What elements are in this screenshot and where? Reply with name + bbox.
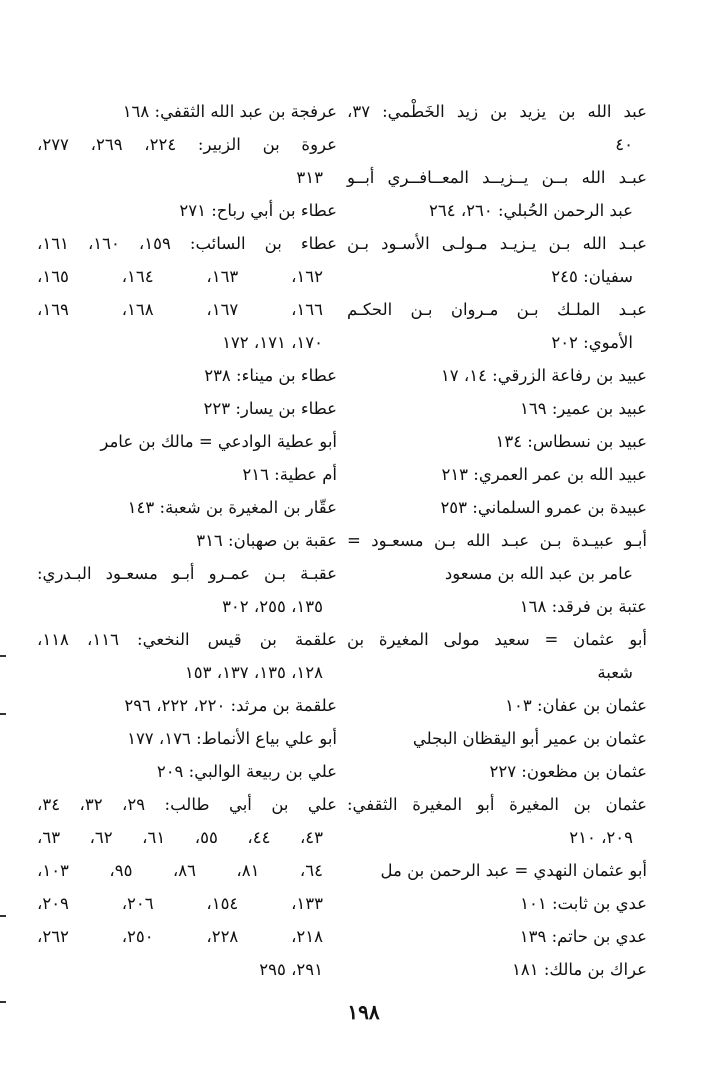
- entry-line: علقمة بن مرثد: ٢٢٠، ٢٢٢، ٢٩٦: [124, 696, 337, 715]
- index-entry: [37, 524, 337, 557]
- entry-line: ١٢٨، ١٣٥، ١٣٧، ١٥٣: [184, 663, 323, 682]
- entry-line: ٤٠: [615, 135, 633, 154]
- entry-line: ٢٩١، ٢٩٥: [259, 960, 323, 979]
- entry-line: عطاء بن ميناء: ٢٣٨: [204, 366, 337, 385]
- index-entry: [37, 392, 337, 425]
- right-column: [347, 95, 647, 986]
- index-entry: [37, 95, 337, 128]
- entry-line: عبـد الله بــن يــزيــد المعــافــري أبــو: [347, 168, 647, 187]
- index-entry: [37, 359, 337, 392]
- index-entry: [37, 425, 337, 458]
- entry-line: عبـد الله بـن يـزيـد مـولـى الأسـود بـن: [347, 234, 647, 253]
- index-entry: [347, 854, 647, 887]
- entry-line: عطاء بن يسار: ٢٢٣: [203, 399, 337, 418]
- entry-line: ٣١٣: [296, 168, 323, 187]
- entry-line: عتبة بن فرقد: ١٦٨: [519, 597, 647, 616]
- margin-mark: [0, 1001, 6, 1003]
- entry-line: أم عطية: ٢١٦: [242, 465, 337, 484]
- entry-line: عروة بن الزبير: ٢٢٤، ٢٦٩، ٢٧٧،: [37, 135, 337, 154]
- entry-line: عراك بن مالك: ١٨١: [512, 960, 647, 979]
- index-entry: [347, 425, 647, 458]
- index-entry: [37, 788, 337, 986]
- entry-line: ١٦٢، ١٦٣، ١٦٤، ١٦٥،: [37, 267, 323, 286]
- index-entry: [37, 722, 337, 755]
- index-entry: [37, 458, 337, 491]
- entry-line: أبـو عبيـدة بـن عبـد الله بـن مسعـود =: [347, 531, 647, 550]
- index-entry: [37, 623, 337, 689]
- index-entry: [347, 524, 647, 590]
- margin-mark: [0, 915, 6, 917]
- index-entry: [347, 623, 647, 689]
- index-entry: [347, 689, 647, 722]
- entry-line: عدي بن ثابت: ١٠١: [520, 894, 647, 913]
- entry-line: عبد الرحمن الحُبلي: ٢٦٠، ٢٦٤: [428, 201, 633, 220]
- entry-line: عبد الله بن يزيد بن زيد الخَطْمي: ٣٧،: [347, 102, 647, 121]
- index-entry: [37, 128, 337, 194]
- entry-line: أبو علي بياع الأنماط: ١٧٦، ١٧٧: [127, 729, 337, 748]
- entry-line: عبيدة بن عمرو السلماني: ٢٥٣: [440, 498, 647, 517]
- entry-line: ١٦٦، ١٦٧، ١٦٨، ١٦٩،: [37, 300, 323, 319]
- index-entry: [347, 392, 647, 425]
- index-entry: [347, 161, 647, 227]
- index-entry: [347, 491, 647, 524]
- index-entry: [347, 920, 647, 953]
- index-entry: [347, 887, 647, 920]
- index-entry: [37, 491, 337, 524]
- entry-line: ١٧٠، ١٧١، ١٧٢: [222, 333, 323, 352]
- entry-line: علقمة بن قيس النخعي: ١١٦، ١١٨،: [37, 630, 337, 649]
- entry-line: عامر بن عبد الله بن مسعود: [444, 564, 633, 583]
- entry-line: الأموي: ٢٠٢: [551, 333, 633, 352]
- entry-line: أبو عثمان النهدي = عبد الرحمن بن مل: [380, 861, 647, 880]
- index-entry: [347, 590, 647, 623]
- index-entry: [347, 755, 647, 788]
- index-entry: [37, 755, 337, 788]
- entry-line: ٢١٨، ٢٢٨، ٢٥٠، ٢٦٢،: [37, 927, 323, 946]
- index-entry: [37, 194, 337, 227]
- entry-line: ٤٣، ٤٤، ٥٥، ٦١، ٦٢، ٦٣،: [37, 828, 324, 847]
- index-entry: [347, 359, 647, 392]
- entry-line: عثمان بن مظعون: ٢٢٧: [489, 762, 647, 781]
- index-entry: [37, 689, 337, 722]
- index-entry: [347, 293, 647, 359]
- entry-line: عقبـة بـن عمـرو أبـو مسعـود البـدري:: [37, 564, 337, 583]
- entry-line: عطاء بن أبي رباح: ٢٧١: [179, 201, 337, 220]
- entry-line: ٦٤، ٨١، ٨٦، ٩٥، ١٠٣،: [37, 861, 323, 880]
- entry-line: عقّار بن المغيرة بن شعبة: ١٤٣: [127, 498, 337, 517]
- entry-line: ١٣٥، ٢٥٥، ٣٠٢: [222, 597, 323, 616]
- entry-line: عقبة بن صهبان: ٣١٦: [196, 531, 337, 550]
- entry-line: شعبة: [597, 663, 633, 682]
- entry-line: عبيد بن نسطاس: ١٣٤: [495, 432, 647, 451]
- index-entry: [347, 458, 647, 491]
- entry-line: عثمان بن المغيرة أبو المغيرة الثقفي:: [347, 795, 647, 814]
- margin-mark: [0, 713, 6, 715]
- index-entry: [347, 788, 647, 854]
- entry-line: أبو عثمان = سعيد مولى المغيرة بن: [347, 630, 647, 649]
- entry-line: عثمان بن عمير أبو اليقظان البجلي: [412, 729, 647, 748]
- entry-line: عبـد الملـك بـن مـروان بـن الحكـم: [347, 300, 647, 319]
- entry-line: ١٣٣، ١٥٤، ٢٠٦، ٢٠٩،: [37, 894, 323, 913]
- entry-line: عطاء بن السائب: ١٥٩، ١٦٠، ١٦١،: [37, 234, 338, 253]
- index-entry: [37, 557, 337, 623]
- index-entry: [347, 95, 647, 161]
- entry-line: عثمان بن عفان: ١٠٣: [505, 696, 647, 715]
- entry-line: أبو عطية الوادعي = مالك بن عامر: [100, 432, 337, 451]
- index-entry: [347, 722, 647, 755]
- entry-line: علي بن ربيعة الوالبي: ٢٠٩: [156, 762, 337, 781]
- entry-line: عبيد بن رفاعة الزرقي: ١٤، ١٧: [440, 366, 647, 385]
- page-number: ١٩٨: [347, 1000, 380, 1024]
- entry-line: عبيد بن عمير: ١٦٩: [520, 399, 647, 418]
- index-entry: [37, 227, 337, 359]
- entry-line: ٢٠٩، ٢١٠: [569, 828, 633, 847]
- entry-line: سفيان: ٢٤٥: [551, 267, 633, 286]
- entry-line: عبيد الله بن عمر العمري: ٢١٣: [441, 465, 647, 484]
- entry-line: علي بن أبي طالب: ٢٩، ٣٢، ٣٤،: [37, 795, 337, 814]
- index-entry: [347, 953, 647, 986]
- left-column: [37, 95, 337, 986]
- entry-line: عدي بن حاتم: ١٣٩: [519, 927, 647, 946]
- entry-line: عرفجة بن عبد الله الثقفي: ١٦٨: [122, 102, 337, 121]
- margin-mark: [0, 655, 6, 657]
- index-entry: [347, 227, 647, 293]
